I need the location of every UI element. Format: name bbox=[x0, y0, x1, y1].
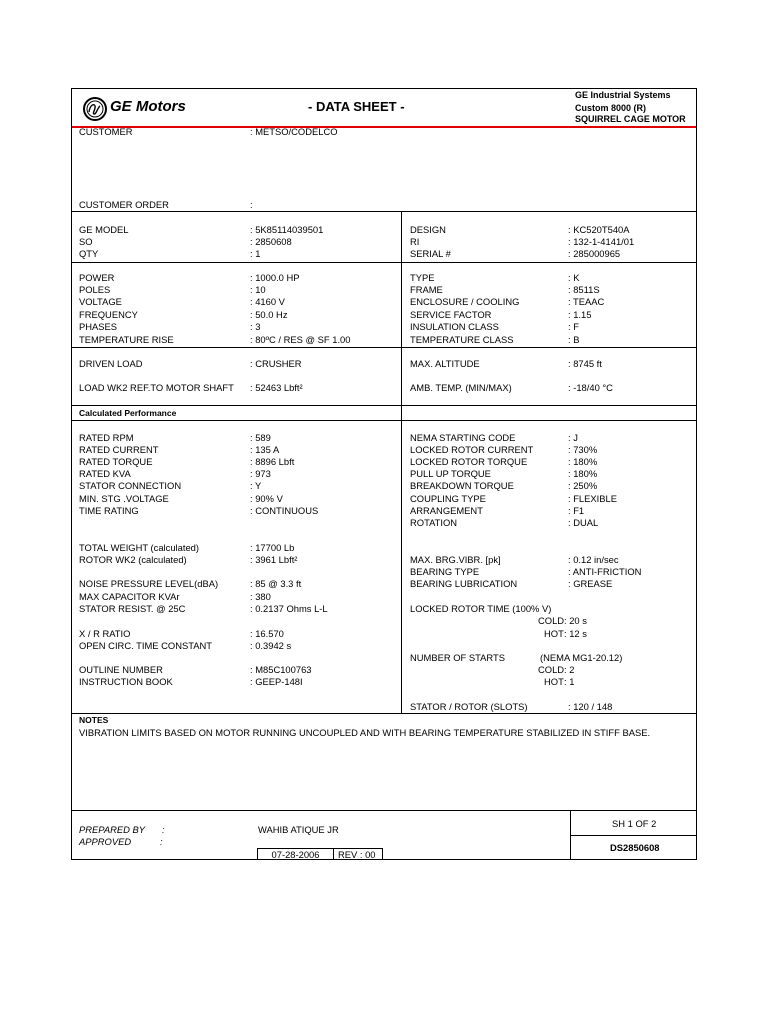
field-label: SERIAL # bbox=[410, 248, 451, 259]
field-value: : 8745 ft bbox=[568, 358, 602, 369]
field-label: NEMA STARTING CODE bbox=[410, 432, 516, 443]
column-divider bbox=[401, 211, 402, 713]
field-label: COUPLING TYPE bbox=[410, 493, 486, 504]
field-label: TOTAL WEIGHT (calculated) bbox=[79, 542, 199, 553]
field-value: : 1 bbox=[250, 248, 261, 259]
brand-name: GE Motors bbox=[110, 98, 186, 115]
field-value: : 973 bbox=[250, 468, 271, 479]
field-label: STATOR / ROTOR (SLOTS) bbox=[410, 701, 528, 712]
field-value: : 0.2137 Ohms L-L bbox=[250, 603, 328, 614]
field-label: FRAME bbox=[410, 284, 443, 295]
field-value: : K bbox=[568, 272, 580, 283]
field-value: : 1000.0 HP bbox=[250, 272, 300, 283]
divider bbox=[72, 262, 696, 263]
field-value: : KC520T540A bbox=[568, 224, 630, 235]
notes-text: VIBRATION LIMITS BASED ON MOTOR RUNNING UNCOUPLED AND WITH BEARING TEMPERATURE STABILIZED IN STIFF BASE. bbox=[79, 727, 651, 738]
field-value: : -18/40 °C bbox=[568, 382, 613, 393]
field-label: BREAKDOWN TORQUE bbox=[410, 480, 514, 491]
field-value: : M85C100763 bbox=[250, 664, 312, 675]
field-label: HOT bbox=[544, 628, 564, 639]
field-value: : 120 / 148 bbox=[568, 701, 613, 712]
field-value: : B bbox=[568, 334, 580, 345]
field-value: : 380 bbox=[250, 591, 271, 602]
field-value: : 85 @ 3.3 ft bbox=[250, 578, 302, 589]
field-value: : CRUSHER bbox=[250, 358, 302, 369]
field-value: : TEAAC bbox=[568, 296, 605, 307]
field-label: DRIVEN LOAD bbox=[79, 358, 143, 369]
field-value: : FLEXIBLE bbox=[568, 493, 617, 504]
divider bbox=[72, 420, 696, 421]
field-label: MAX. ALTITUDE bbox=[410, 358, 480, 369]
field-label: VOLTAGE bbox=[79, 296, 122, 307]
field-label: DESIGN bbox=[410, 224, 446, 235]
sheet-number: SH 1 OF 2 bbox=[612, 818, 657, 829]
field-label: STATOR CONNECTION bbox=[79, 480, 182, 491]
customer-order-label: CUSTOMER ORDER bbox=[79, 199, 169, 210]
divider bbox=[72, 211, 696, 212]
field-value: : 132-1-4141/01 bbox=[568, 236, 635, 247]
product-line: Custom 8000 (R) bbox=[575, 103, 647, 113]
field-label: RATED RPM bbox=[79, 432, 134, 443]
field-label: OUTLINE NUMBER bbox=[79, 664, 163, 675]
revision-box: REV : 00 bbox=[333, 848, 383, 860]
approved-colon: : bbox=[160, 836, 163, 847]
field-label: RATED CURRENT bbox=[79, 444, 159, 455]
field-label: LOCKED ROTOR TIME (100% V) bbox=[410, 603, 552, 614]
field-value: : 180% bbox=[568, 468, 598, 479]
field-label: PHASES bbox=[79, 321, 118, 332]
prepared-by-colon: : bbox=[162, 824, 165, 835]
field-value: : 90% V bbox=[250, 493, 283, 504]
field-value: : DUAL bbox=[568, 517, 599, 528]
field-value: : 285000965 bbox=[568, 248, 621, 259]
field-value: : 135 A bbox=[250, 444, 280, 455]
field-value: : F bbox=[568, 321, 579, 332]
field-value: (NEMA MG1-20.12) bbox=[540, 652, 623, 663]
field-value: : 4160 V bbox=[250, 296, 285, 307]
field-value: : 250% bbox=[568, 480, 598, 491]
divider bbox=[72, 713, 696, 714]
field-value: : 2850608 bbox=[250, 236, 292, 247]
ge-logo-icon bbox=[83, 97, 107, 121]
field-label: LOCKED ROTOR CURRENT bbox=[410, 444, 534, 455]
customer-order-value: : bbox=[250, 199, 253, 210]
divider bbox=[72, 810, 696, 811]
customer-label: CUSTOMER bbox=[79, 126, 133, 137]
document-number: DS2850608 bbox=[610, 842, 660, 853]
field-label: COLD bbox=[538, 615, 565, 626]
field-label: SERVICE FACTOR bbox=[410, 309, 492, 320]
field-label: TEMPERATURE RISE bbox=[79, 334, 174, 345]
field-label: COLD bbox=[538, 664, 565, 675]
divider bbox=[72, 405, 696, 406]
field-label: LOCKED ROTOR TORQUE bbox=[410, 456, 528, 467]
field-value: : GREASE bbox=[568, 578, 613, 589]
approved-label: APPROVED bbox=[79, 836, 132, 847]
field-label: BEARING LUBRICATION bbox=[410, 578, 518, 589]
customer-value: : METSO/CODELCO bbox=[250, 126, 338, 137]
field-label: HOT bbox=[544, 676, 564, 687]
field-label: ARRANGEMENT bbox=[410, 505, 483, 516]
field-value: : 0.12 in/sec bbox=[568, 554, 619, 565]
field-value: : 3 bbox=[250, 321, 261, 332]
field-value: : 8896 Lbft bbox=[250, 456, 295, 467]
field-label: INSTRUCTION BOOK bbox=[79, 676, 173, 687]
prepared-by-label: PREPARED BY bbox=[79, 824, 145, 835]
field-value: : 589 bbox=[250, 432, 271, 443]
field-value: : 2 bbox=[564, 664, 575, 675]
field-label: ROTATION bbox=[410, 517, 458, 528]
field-label: ROTOR WK2 (calculated) bbox=[79, 554, 187, 565]
field-value: : 20 s bbox=[564, 615, 587, 626]
footer-divider bbox=[570, 835, 696, 836]
field-label: QTY bbox=[79, 248, 99, 259]
field-label: PULL UP TORQUE bbox=[410, 468, 491, 479]
field-label: ENCLOSURE / COOLING bbox=[410, 296, 520, 307]
field-label: SO bbox=[79, 236, 93, 247]
field-label: AMB. TEMP. (MIN/MAX) bbox=[410, 382, 512, 393]
field-label: LOAD WK2 REF.TO MOTOR SHAFT bbox=[79, 382, 234, 393]
field-value: : 180% bbox=[568, 456, 598, 467]
header-divider bbox=[72, 126, 696, 128]
field-label: GE MODEL bbox=[79, 224, 129, 235]
field-label: NUMBER OF STARTS bbox=[410, 652, 505, 663]
field-value: : 8511S bbox=[568, 284, 600, 295]
field-value: : 3961 Lbft² bbox=[250, 554, 298, 565]
field-value: : 1 bbox=[564, 676, 575, 687]
field-value: : Y bbox=[250, 480, 262, 491]
field-label: MAX CAPACITOR KVAr bbox=[79, 591, 180, 602]
field-label: TIME RATING bbox=[79, 505, 139, 516]
field-label: RATED KVA bbox=[79, 468, 131, 479]
field-value: : 730% bbox=[568, 444, 598, 455]
divider bbox=[72, 347, 696, 348]
field-value: : 50.0 Hz bbox=[250, 309, 288, 320]
company-line: GE Industrial Systems bbox=[575, 90, 671, 100]
field-value: : 17700 Lb bbox=[250, 542, 295, 553]
field-label: RATED TORQUE bbox=[79, 456, 153, 467]
prepared-by-name: WAHIB ATIQUE JR bbox=[258, 824, 339, 835]
field-label: TYPE bbox=[410, 272, 435, 283]
field-label: RI bbox=[410, 236, 420, 247]
field-label: X / R RATIO bbox=[79, 628, 131, 639]
field-label: FREQUENCY bbox=[79, 309, 138, 320]
section-heading: Calculated Performance bbox=[79, 408, 177, 418]
field-label: NOISE PRESSURE LEVEL(dBA) bbox=[79, 578, 219, 589]
data-sheet bbox=[71, 88, 697, 860]
field-value: : 80ºC / RES @ SF 1.00 bbox=[250, 334, 351, 345]
field-value: : 5K85114039501 bbox=[250, 224, 324, 235]
field-value: : 16.570 bbox=[250, 628, 284, 639]
field-value: : ANTI-FRICTION bbox=[568, 566, 642, 577]
field-label: POWER bbox=[79, 272, 115, 283]
field-label: INSULATION CLASS bbox=[410, 321, 499, 332]
field-value: : 10 bbox=[250, 284, 266, 295]
date-box: 07-28-2006 bbox=[257, 848, 334, 860]
field-value: : 0.3942 s bbox=[250, 640, 292, 651]
field-label: BEARING TYPE bbox=[410, 566, 480, 577]
field-value: : 12 s bbox=[564, 628, 587, 639]
motor-type-line: SQUIRREL CAGE MOTOR bbox=[575, 114, 686, 124]
field-value: : J bbox=[568, 432, 578, 443]
field-label: OPEN CIRC. TIME CONSTANT bbox=[79, 640, 212, 651]
page-title: - DATA SHEET - bbox=[308, 99, 405, 114]
field-label: STATOR RESIST. @ 25C bbox=[79, 603, 186, 614]
notes-heading: NOTES bbox=[79, 715, 109, 725]
field-label: MAX. BRG.VIBR. [pk] bbox=[410, 554, 501, 565]
field-value: : 1.15 bbox=[568, 309, 592, 320]
field-label: TEMPERATURE CLASS bbox=[410, 334, 514, 345]
field-value: : CONTINUOUS bbox=[250, 505, 319, 516]
field-label: POLES bbox=[79, 284, 111, 295]
field-value: : GEEP-148I bbox=[250, 676, 303, 687]
field-value: : F1 bbox=[568, 505, 585, 516]
field-value: : 52463 Lbft² bbox=[250, 382, 303, 393]
field-label: MIN. STG .VOLTAGE bbox=[79, 493, 169, 504]
